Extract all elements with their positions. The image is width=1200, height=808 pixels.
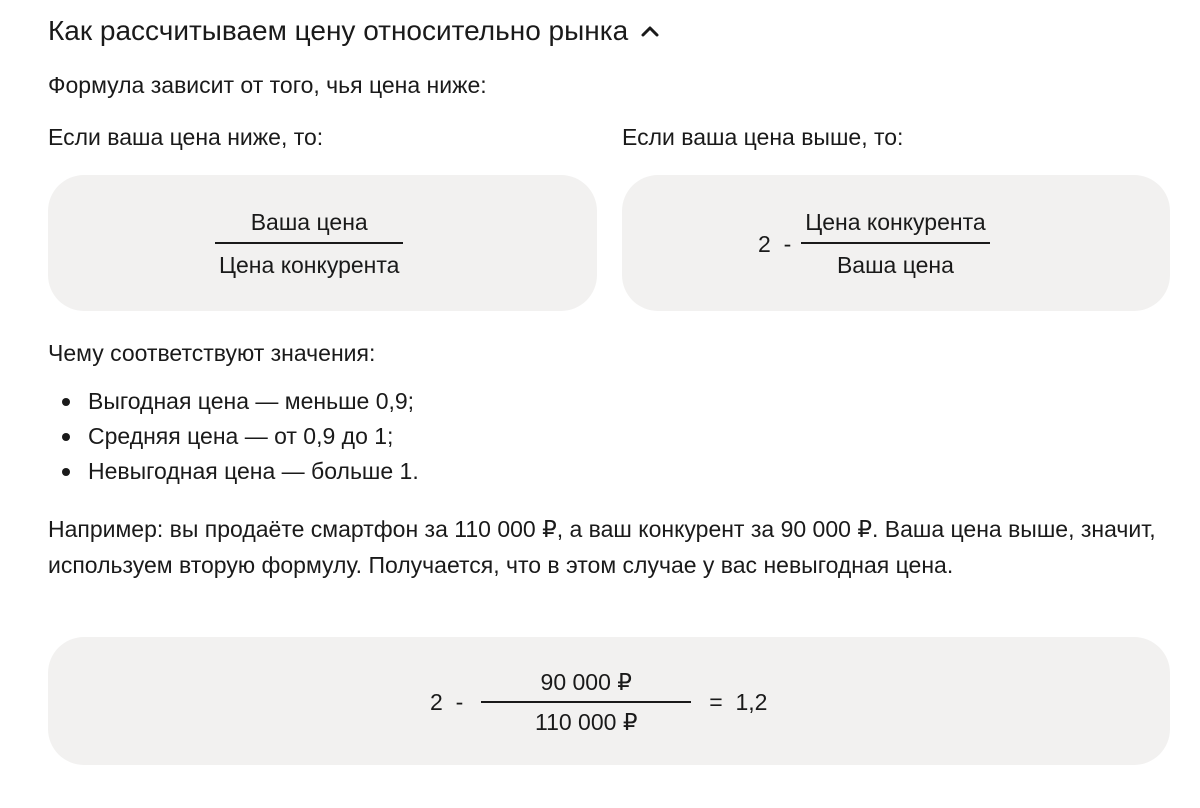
example-formula: [430, 665, 767, 739]
fraction-denominator: 110 000 ₽: [535, 709, 638, 735]
higher-price-label: Если ваша цена выше, то:: [622, 124, 904, 150]
fraction-line: [801, 242, 989, 244]
list-item-text: Средняя цена — от 0,9 до 1;: [88, 423, 394, 449]
chevron-up-icon[interactable]: [640, 21, 660, 41]
bullet-icon: [62, 398, 70, 406]
fraction: [801, 205, 989, 282]
fraction-line: [215, 242, 403, 244]
bullet-icon: [62, 433, 70, 441]
list-item-text: Невыгодная цена — больше 1.: [88, 458, 419, 484]
list-item-text: Выгодная цена — меньше 0,9;: [88, 388, 415, 414]
intro-text: Формула зависит от того, чья цена ниже:: [48, 72, 487, 98]
fraction-line: [481, 701, 691, 703]
values-title: Чему соответствуют значения:: [48, 340, 376, 366]
list-item: [48, 454, 419, 489]
values-list: [48, 384, 419, 489]
fraction: [481, 665, 691, 739]
list-item: [48, 419, 419, 454]
higher-price-formula-card: [622, 175, 1170, 311]
fraction-numerator: Цена конкурента: [805, 209, 986, 235]
fraction: [215, 205, 403, 282]
section-title: Как рассчитываем цену относительно рынка: [48, 15, 629, 46]
list-item: [48, 384, 419, 419]
lower-price-formula-card: [48, 175, 597, 311]
lower-price-formula: [215, 205, 403, 282]
bullet-icon: [62, 468, 70, 476]
fraction-numerator: Ваша цена: [250, 209, 368, 235]
formula-prefix: 2 -: [430, 689, 464, 715]
example-text: Например: вы продаёте смартфон за 110 000 ₽, а ваш конкурент за 90 000 ₽. Ваша цена выше, значит, используем вторую формулу. Получается, что в этом случае у вас невыгодная цена.: [48, 516, 1156, 578]
lower-price-label: Если ваша цена ниже, то:: [48, 124, 324, 150]
formula-result: = 1,2: [709, 689, 768, 715]
fraction-numerator: 90 000 ₽: [540, 669, 632, 695]
formula-prefix: 2 -: [758, 230, 792, 257]
example-formula-card: [48, 637, 1170, 765]
higher-price-formula: [758, 205, 990, 282]
fraction-denominator: Цена конкурента: [219, 252, 400, 278]
section-header[interactable]: [48, 12, 660, 50]
fraction-denominator: Ваша цена: [836, 252, 954, 278]
